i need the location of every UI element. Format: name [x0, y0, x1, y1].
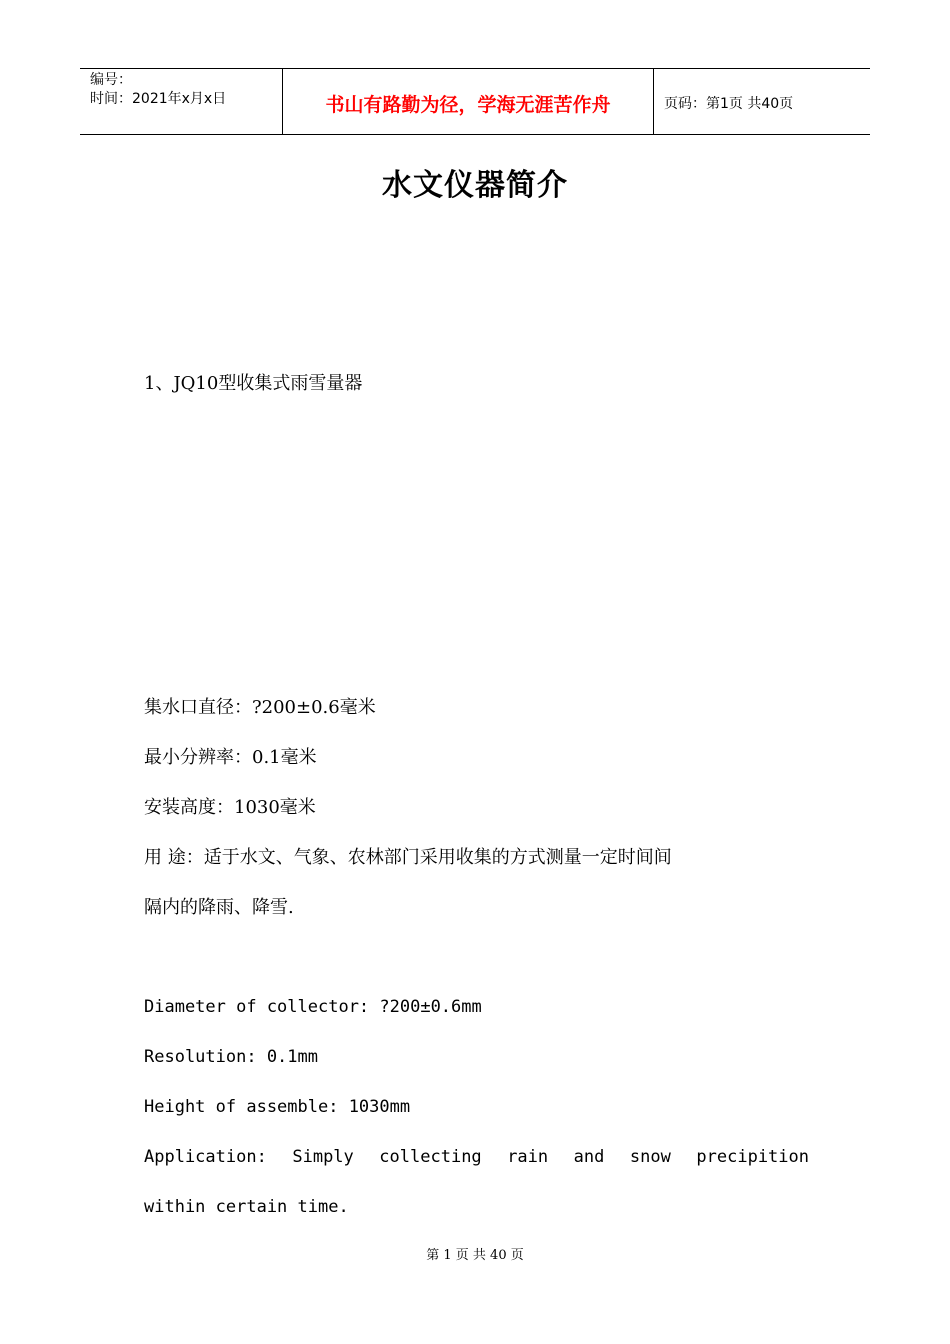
specs-english — [144, 982, 809, 1232]
spec-application-en-2: within certain time. — [144, 1197, 349, 1217]
spec-height-cn: 安装高度：1030毫米 — [144, 797, 316, 818]
header-meta — [80, 69, 282, 134]
document-header — [80, 68, 870, 135]
spec-application-cn-1: 用 途：适于水文、气象、农林部门采用收集的方式测量一定时间间 — [144, 847, 672, 868]
spec-collector-diameter-cn: 集水口直径：?200±0.6毫米 — [144, 697, 376, 718]
spec-resolution-cn: 最小分辨率：0.1毫米 — [144, 747, 317, 768]
spec-collector-diameter-en: Diameter of collector: ?200±0.6mm — [144, 997, 482, 1017]
specs-chinese — [144, 683, 809, 933]
spec-height-en: Height of assemble: 1030mm — [144, 1097, 411, 1117]
header-page-info: 页码：第1页 共40页 — [664, 96, 794, 112]
header-date: 时间：2021年x月x日 — [90, 91, 227, 107]
section-heading: 1、JQ10型收集式雨雪量器 — [144, 373, 363, 394]
spec-application-cn-2: 隔内的降雨、降雪. — [144, 897, 294, 918]
page-footer: 第 1 页 共 40 页 — [426, 1248, 524, 1263]
header-motto: 书山有路勤为径，学海无涯苦作舟 — [282, 69, 654, 134]
document-title: 水文仪器简介 — [382, 168, 568, 203]
header-number-label: 编号： — [90, 72, 132, 88]
spec-application-en-1: Application: Simply collecting rain and snow precipition — [144, 1147, 809, 1167]
spec-resolution-en: Resolution: 0.1mm — [144, 1047, 318, 1067]
